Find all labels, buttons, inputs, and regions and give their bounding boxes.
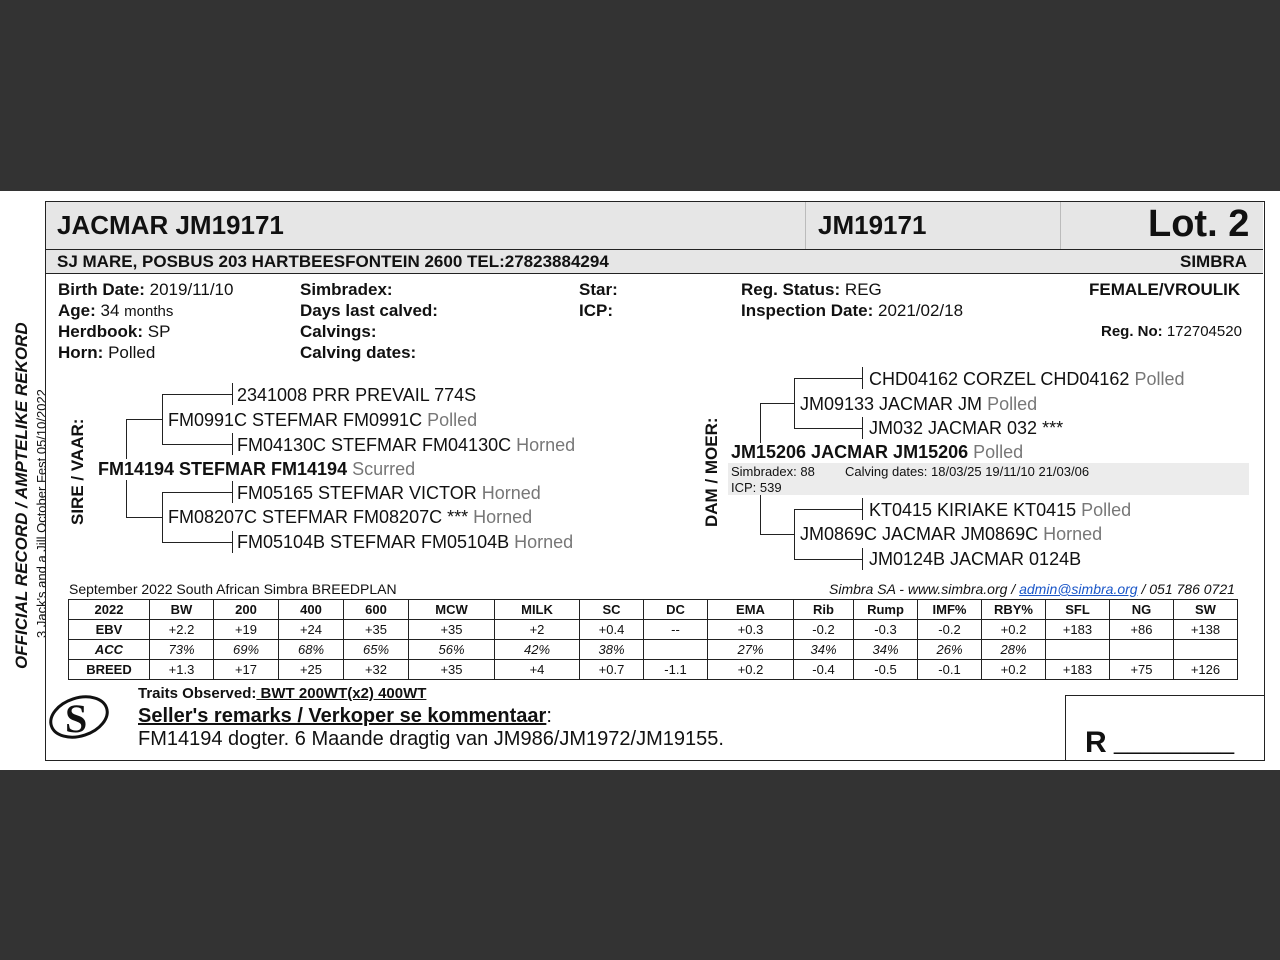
table-cell: 34%: [854, 640, 918, 660]
sire-dam-dam: FM05104B STEFMAR FM05104B Horned: [237, 532, 574, 552]
table-cell: +2: [495, 620, 580, 640]
dam-icp: ICP: 539: [731, 480, 782, 495]
age: Age: 34 months: [58, 301, 174, 320]
dam-calving-dates: Calving dates: 18/03/25 19/11/10 21/03/06: [845, 464, 1090, 479]
table-cell: [1046, 640, 1110, 660]
breedplan-title: September 2022 South African Simbra BREEDPLAN: [69, 581, 397, 597]
pedigree-line: [162, 394, 232, 395]
pedigree-line: [862, 498, 863, 520]
table-cell: -1.1: [644, 660, 708, 680]
pedigree-line: [794, 509, 862, 510]
table-cell: BW: [150, 600, 214, 620]
pedigree-line: [162, 492, 163, 542]
divider: [805, 202, 806, 249]
sire-sire: FM0991C STEFMAR FM0991C Polled: [168, 410, 478, 430]
dam-sire: JM09133 JACMAR JM Polled: [800, 394, 1038, 414]
simbradex-label: Simbradex:: [300, 280, 393, 299]
pedigree-line: [232, 531, 233, 553]
table-cell: 200: [214, 600, 279, 620]
table-cell: -0.2: [918, 620, 982, 640]
breed-label: SIMBRA: [1180, 252, 1248, 271]
table-cell: EBV: [69, 620, 150, 640]
pedigree-line: [126, 517, 162, 518]
table-cell: 26%: [918, 640, 982, 660]
lot-number: Lot. 2: [1148, 203, 1250, 245]
sire-dam-sire: FM05165 STEFMAR VICTOR Horned: [237, 483, 541, 503]
catalogue-card: [0, 191, 1280, 770]
days-calved-label: Days last calved:: [300, 301, 438, 320]
table-cell: +24: [279, 620, 344, 640]
table-cell: -0.5: [854, 660, 918, 680]
table-cell: Rump: [854, 600, 918, 620]
table-cell: MCW: [409, 600, 495, 620]
table-cell: +2.2: [150, 620, 214, 640]
table-cell: NG: [1110, 600, 1174, 620]
table-cell: MILK: [495, 600, 580, 620]
table-cell: 38%: [580, 640, 644, 660]
dam-dam: JM0869C JACMAR JM0869C Horned: [800, 524, 1103, 544]
price-currency: R: [1085, 726, 1107, 759]
table-row: [69, 620, 1238, 640]
email-link[interactable]: admin@simbra.org: [1019, 581, 1138, 597]
table-cell: +183: [1046, 620, 1110, 640]
sex-label: FEMALE/VROULIK: [1089, 280, 1241, 299]
table-cell: +35: [409, 620, 495, 640]
dam-sire-dam: JM032 JACMAR 032 ***: [869, 418, 1064, 438]
pedigree-line: [232, 383, 233, 405]
pedigree-line: [862, 417, 863, 439]
reg-status: Reg. Status: REG: [741, 280, 882, 299]
star-label: Star:: [579, 280, 618, 299]
table-cell: [1110, 640, 1174, 660]
table-cell: 56%: [409, 640, 495, 660]
icp-label: ICP:: [579, 301, 613, 320]
table-cell: +35: [344, 620, 409, 640]
remarks-heading: Seller's remarks / Verkoper se kommentaar:: [138, 705, 552, 727]
table-header-row: [69, 600, 1238, 620]
table-cell: ACC: [69, 640, 150, 660]
dam-dam-dam: JM0124B JACMAR 0124B: [869, 549, 1082, 569]
table-cell: +86: [1110, 620, 1174, 640]
table-cell: -0.2: [794, 620, 854, 640]
table-cell: SC: [580, 600, 644, 620]
table-cell: SFL: [1046, 600, 1110, 620]
table-cell: +138: [1174, 620, 1238, 640]
table-cell: +126: [1174, 660, 1238, 680]
remarks-text: FM14194 dogter. 6 Maande dragtig van JM986/JM1972/JM19155.: [138, 728, 724, 750]
table-cell: +0.7: [580, 660, 644, 680]
pedigree-line: [794, 428, 862, 429]
table-cell: 65%: [344, 640, 409, 660]
table-cell: +4: [495, 660, 580, 680]
table-row: [69, 640, 1238, 660]
animal-name: JACMAR JM19171: [57, 210, 284, 240]
table-cell: +0.2: [982, 620, 1046, 640]
table-cell: -0.3: [854, 620, 918, 640]
table-cell: 600: [344, 600, 409, 620]
dam-dam-sire: KT0415 KIRIAKE KT0415 Polled: [869, 500, 1132, 520]
table-cell: +0.4: [580, 620, 644, 640]
horn: Horn: Polled: [58, 343, 156, 362]
table-cell: +35: [409, 660, 495, 680]
table-cell: EMA: [708, 600, 794, 620]
pedigree-line: [794, 559, 862, 560]
table-cell: -0.1: [918, 660, 982, 680]
table-cell: +19: [214, 620, 279, 640]
calving-dates-label: Calving dates:: [300, 343, 417, 362]
table-cell: +75: [1110, 660, 1174, 680]
table-cell: 27%: [708, 640, 794, 660]
pedigree-line: [162, 542, 232, 543]
herdbook: Herdbook: SP: [58, 322, 171, 341]
table-cell: 68%: [279, 640, 344, 660]
pedigree-line: [760, 534, 794, 535]
pedigree-line: [162, 492, 232, 493]
price-field[interactable]: _________: [1114, 728, 1235, 755]
table-cell: +1.3: [150, 660, 214, 680]
simbra-contact: Simbra SA - www.simbra.org / admin@simbra.org / 051 786 0721: [829, 581, 1235, 597]
pedigree-line: [760, 494, 761, 534]
table-cell: Rib: [794, 600, 854, 620]
table-cell: 28%: [982, 640, 1046, 660]
dam-label: DAM / MOER:: [702, 417, 721, 527]
birth-date: Birth Date: 2019/11/10: [58, 280, 234, 299]
traits-observed: Traits Observed: BWT 200WT(x2) 400WT: [138, 685, 427, 702]
table-cell: SW: [1174, 600, 1238, 620]
pedigree-line: [794, 378, 862, 379]
simbra-logo-icon: [46, 689, 112, 745]
pedigree-line: [794, 509, 795, 559]
official-record-label: OFFICIAL RECORD / AMPTELIKE REKORD: [12, 322, 31, 669]
pedigree-line: [232, 481, 233, 503]
table-cell: --: [644, 620, 708, 640]
table-cell: BREED: [69, 660, 150, 680]
dam-sire-sire: CHD04162 CORZEL CHD04162 Polled: [869, 369, 1185, 389]
pedigree-line: [794, 378, 795, 428]
pedigree-line: [862, 548, 863, 570]
breeder-info: SJ MARE, POSBUS 203 HARTBEESFONTEIN 2600 TEL:27823884294: [57, 252, 609, 271]
table-cell: -0.4: [794, 660, 854, 680]
calvings-label: Calvings:: [300, 322, 377, 341]
table-row: [69, 660, 1238, 680]
inspection-date: Inspection Date: 2021/02/18: [741, 301, 964, 320]
table-cell: RBY%: [982, 600, 1046, 620]
pedigree-line: [862, 367, 863, 389]
divider: [1060, 202, 1061, 249]
table-cell: +0.2: [982, 660, 1046, 680]
pedigree-line: [162, 444, 232, 445]
table-cell: [644, 640, 708, 660]
table-cell: +0.3: [708, 620, 794, 640]
sire-label: SIRE / VAAR:: [68, 418, 87, 525]
table-cell: IMF%: [918, 600, 982, 620]
table-cell: 69%: [214, 640, 279, 660]
table-cell: +0.2: [708, 660, 794, 680]
sire-dam: FM08207C STEFMAR FM08207C *** Horned: [168, 507, 533, 527]
pedigree-line: [232, 433, 233, 455]
animal-id: JM19171: [818, 210, 927, 240]
table-cell: 73%: [150, 640, 214, 660]
dam-name: JM15206 JACMAR JM15206 Polled: [731, 442, 1024, 462]
dam-simbradex: Simbradex: 88: [731, 464, 815, 479]
pedigree-line: [760, 403, 794, 404]
sire-sire-sire: 2341008 PRR PREVAIL 774S: [237, 385, 477, 405]
table-cell: 42%: [495, 640, 580, 660]
sire-sire-dam: FM04130C STEFMAR FM04130C Horned: [237, 435, 576, 455]
table-cell: 2022: [69, 600, 150, 620]
breedplan-table: [68, 599, 1238, 680]
table-cell: +32: [344, 660, 409, 680]
pedigree-line: [126, 419, 162, 420]
pedigree-line: [162, 394, 163, 444]
event-label: 3 Jack's and a Jill October Fest 05/10/2022: [34, 389, 49, 638]
table-cell: +17: [214, 660, 279, 680]
table-cell: +183: [1046, 660, 1110, 680]
table-cell: 400: [279, 600, 344, 620]
table-cell: 34%: [794, 640, 854, 660]
reg-number: Reg. No: 172704520: [1101, 323, 1242, 340]
table-cell: [1174, 640, 1238, 660]
pedigree-line: [760, 403, 761, 443]
logo-letter: S: [65, 696, 88, 741]
table-cell: +25: [279, 660, 344, 680]
table-cell: DC: [644, 600, 708, 620]
sire-name: FM14194 STEFMAR FM14194 Scurred: [98, 459, 416, 479]
